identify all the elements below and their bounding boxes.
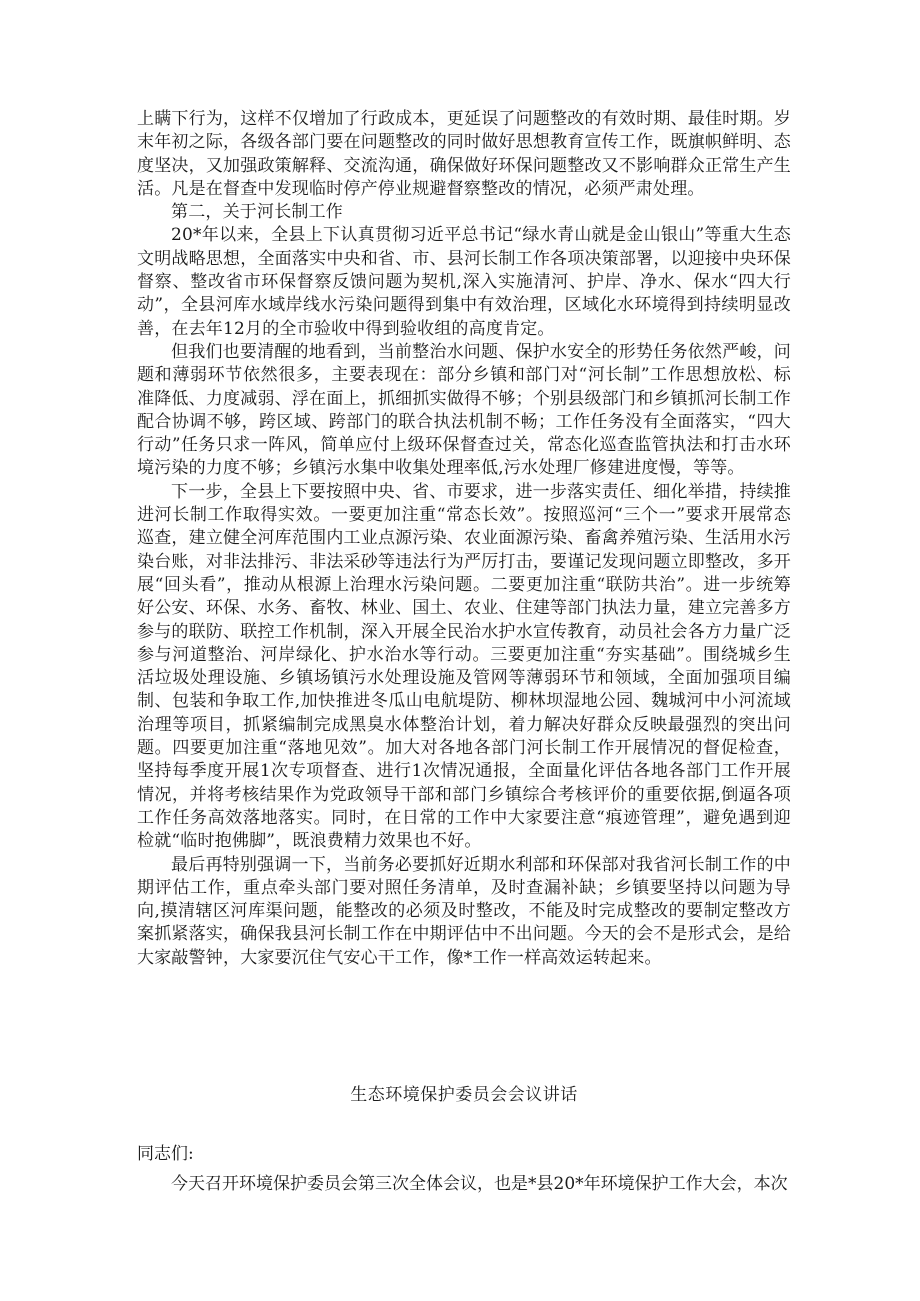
paragraph-closing: 最后再特别强调一下，当前务必要抓好近期水利部和环保部对我省河长制工作的中期评估工作，重点牵头部门要对照任务清单，及时查漏补缺；乡镇要坚持以问题为导向,摸清辖区河库渠问题，能整改的必须及时整改，不能及时完成整改的要制定整改方案抓紧落实，确保我县河长制工作在中期评估中不出问题。今天的会不是形式会，是给大家敲警钟，大家要沉住气安心干工作，像*工作一样高效运转起来。 [137,854,791,968]
paragraph-problems: 但我们也要清醒的地看到，当前整治水问题、保护水安全的形势任务依然严峻，问题和薄弱环节依然很多，主要表现在：部分乡镇和部门对“河长制”工作思想放松、标准降低、力度减弱、浮在面上，抓细抓实做得不够；个别县级部门和乡镇抓河长制工作配合协调不够，跨区域、跨部门的联合执法机制不畅；工作任务没有全面落实，“四大行动”任务只求一阵风，简单应付上级环保督查过关，常态化巡查监管执法和打击水环境污染的力度不够；乡镇污水集中收集处理率低,污水处理厂修建进度慢，等等。 [137,341,791,479]
body-text [137,108,791,970]
paragraph-achievements: 20*年以来，全县上下认真贯彻习近平总书记“绿水青山就是金山银山”等重大生态文明战略思想，全面落实中央和省、市、县河长制工作各项决策部署，以迎接中央环保督察、整改省市环保督察反馈问题为契机,深入实施清河、护岸、净水、保水“四大行动”，全县河库水域岸线水污染问题得到集中有效治理，区域化水环境得到持续明显改善，在去年12月的全市验收中得到验收组的高度肯定。 [137,225,791,339]
opening-line: 今天召开环境保护委员会第三次全体会议，也是*县20*年环境保护工作大会，本次 [171,1174,788,1194]
paragraph-next-steps: 下一步，全县上下要按照中央、省、市要求，进一步落实责任、细化举措，持续推进河长制工作取得实效。一要更加注重“常态长效”。按照巡河“三个一”要求开展常态巡查，建立健全河库范围内工业点源污染、农业面源污染、畜禽养殖污染、生活用水污染台账，对非法排污、非法采砂等违法行为严厉打击，要谨记发现问题立即整改，多开展“回头看”，推动从根源上治理水污染问题。二要更加注重“联防共治”。进一步统筹好公安、环保、水务、畜牧、林业、国土、农业、住建等部门执法力量，建立完善多方参与的联防、联控工作机制，深入开展全民治水护水宣传教育，动员社会各方力量广泛参与河道整治、河岸绿化、护水治水等行动。三要更加注重“夯实基础”。围绕城乡生活垃圾处理设施、乡镇场镇污水处理设施及管网等薄弱环节和领域，全面加强项目编制、包装和争取工作,加快推进冬瓜山电航堤防、柳林坝湿地公园、魏城河中小河流域治理等项目，抓紧编制完成黑臭水体整治计划，着力解决好群众反映最强烈的突出问题。四要更加注重“落地见效”。加大对各地各部门河长制工作开展情况的督促检查，坚持每季度开展1次专项督查、进行1次情况通报，全面量化评估各地各部门工作开展情况，并将考核结果作为党政领导干部和部门乡镇综合考核评价的重要依据,倒逼各项工作任务高效落地落实。同时，在日常的工作中大家要注意“痕迹管理”，避免遇到迎检就“临时抱佛脚”，既浪费精力效果也不好。 [137,481,791,852]
section-heading-river-chief: 第二，关于河长制工作 [171,202,343,223]
salutation: 同志们: [137,1144,194,1164]
paragraph-continued: 上瞒下行为，这样不仅增加了行政成本，更延误了问题整改的有效时期、最佳时期。岁末年初之际，各级各部门要在问题整改的同时做好思想教育宣传工作，既旗帜鲜明、态度坚决，又加强政策解释、交流沟通，确保做好环保问题整改又不影响群众正常生产生活。凡是在督查中发现临时停产停业规避督察整改的情况，必须严肃处理。 [137,109,791,199]
speech-title: 生态环境保护委员会会议讲话 [350,1085,578,1105]
